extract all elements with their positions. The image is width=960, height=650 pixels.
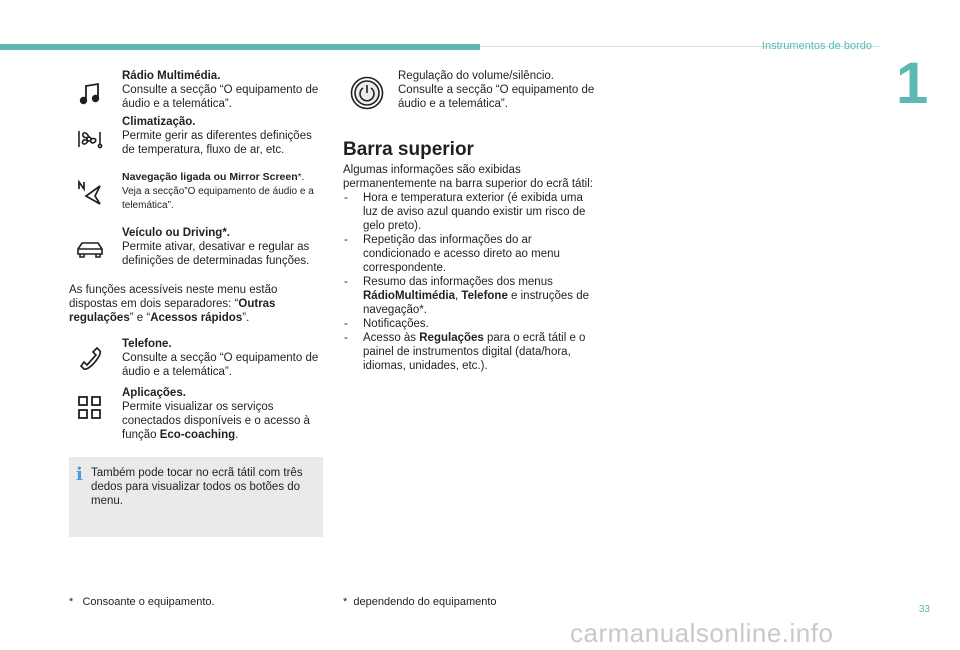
vehicle-title: Veículo ou Driving*.: [122, 227, 230, 239]
footnote-left: [69, 596, 215, 609]
climate-title: Climatização.: [122, 116, 196, 128]
navigation-item: [122, 170, 327, 213]
separators-bold-1: Outras regulações: [69, 298, 276, 325]
power-button-icon: [350, 76, 384, 110]
phone-item: [122, 337, 327, 379]
separators-text-2: ” e “: [129, 312, 151, 325]
fan-icon: [76, 125, 104, 153]
volume-item: Regulação do volume/silêncio. Consulte a secção “O equipamento de áudio e a telemática”.: [398, 70, 595, 111]
phone-icon: [76, 345, 104, 373]
section-title: Instrumentos de bordo: [761, 40, 872, 52]
b3-end: e instruções de navegação*.: [363, 290, 590, 317]
navigation-icon: [76, 180, 104, 208]
separators-paragraph: [69, 283, 319, 325]
list-item: - Hora e temperatura exterior (é exibida uma luz de aviso azul quando existir um risco de gelo preto).: [343, 191, 598, 233]
b3-text: Resumo das informações dos menus: [363, 276, 553, 289]
section-heading: Barra superior: [343, 139, 474, 160]
list-item: [343, 275, 598, 317]
music-note-icon: [76, 80, 104, 108]
radio-item: [122, 69, 327, 111]
list-item: - Notificações.: [343, 317, 598, 331]
topbar-intro: Algumas informações são exibidas permanentemente na barra superior do ecrã tátil:: [343, 164, 593, 191]
list-item: [343, 331, 598, 373]
b3-sep: ,: [455, 290, 462, 303]
navigation-title: Navegação ligada ou Mirror Screen: [122, 171, 298, 183]
footnote-right-marker: *: [343, 596, 348, 608]
footnote-left-marker: *: [69, 596, 74, 608]
climate-text: Permite gerir as diferentes definições de temperatura, fluxo de ar, etc.: [122, 130, 312, 157]
vehicle-item: [122, 226, 327, 268]
watermark: carmanualsonline.info: [570, 618, 834, 648]
info-icon: i: [76, 464, 83, 485]
footnote-right-text: dependendo do equipamento: [353, 596, 497, 608]
header-accent-bar: [0, 44, 480, 50]
footnote-left-text: Consoante o equipamento.: [82, 596, 215, 608]
note-text: Também pode tocar no ecrã tátil com três dedos para visualizar todos os botões do menu.: [91, 467, 303, 508]
footnote-right: [343, 596, 497, 609]
topbar-list: [343, 191, 598, 373]
phone-text: Consulte a secção “O equipamento de áudio e a telemática”.: [122, 352, 319, 379]
list-item: - Repetição das informações do ar condicionado e acesso direto ao menu correspondente.: [343, 233, 598, 275]
apps-text-2: .: [235, 429, 239, 442]
apps-title: Aplicações.: [122, 387, 186, 399]
apps-bold: Eco-coaching: [159, 429, 236, 442]
phone-title: Telefone.: [122, 338, 172, 350]
apps-item: [122, 386, 327, 442]
climate-item: [122, 115, 327, 157]
separators-bold-2: Acessos rápidos: [150, 312, 243, 325]
b5-end: para o ecrã tátil e o painel de instrumentos digital (data/hora, idiomas, unidades, etc.).: [363, 332, 586, 373]
chapter-number: 1: [896, 51, 929, 116]
navigation-text: Veja a secção”O equipamento de áudio e a telemática”.: [122, 186, 314, 212]
radio-title: Rádio Multimédia.: [122, 70, 221, 82]
b3-bold-radio: RádioMultimédia: [363, 290, 456, 303]
apps-text-1: Permite visualizar os serviços conectados disponíveis e o acesso à função: [122, 401, 310, 442]
apps-grid-icon: [76, 394, 104, 422]
separators-text-3: ”.: [242, 312, 250, 325]
car-icon: [76, 234, 104, 262]
topbar-description: [343, 163, 598, 373]
separators-text-1: As funções acessíveis neste menu estão dispostas em dois separadores: “: [69, 284, 278, 311]
b3-bold-phone: Telefone: [461, 290, 508, 303]
vehicle-text: Permite ativar, desativar e regular as definições de determinadas funções.: [122, 241, 310, 268]
page-number: 33: [918, 604, 930, 615]
radio-text: Consulte a secção “O equipamento de áudio e a telemática”.: [122, 84, 319, 111]
navigation-title-suffix: *.: [297, 172, 305, 183]
b5-text: Acesso às: [363, 332, 420, 345]
b5-bold: Regulações: [419, 332, 484, 345]
